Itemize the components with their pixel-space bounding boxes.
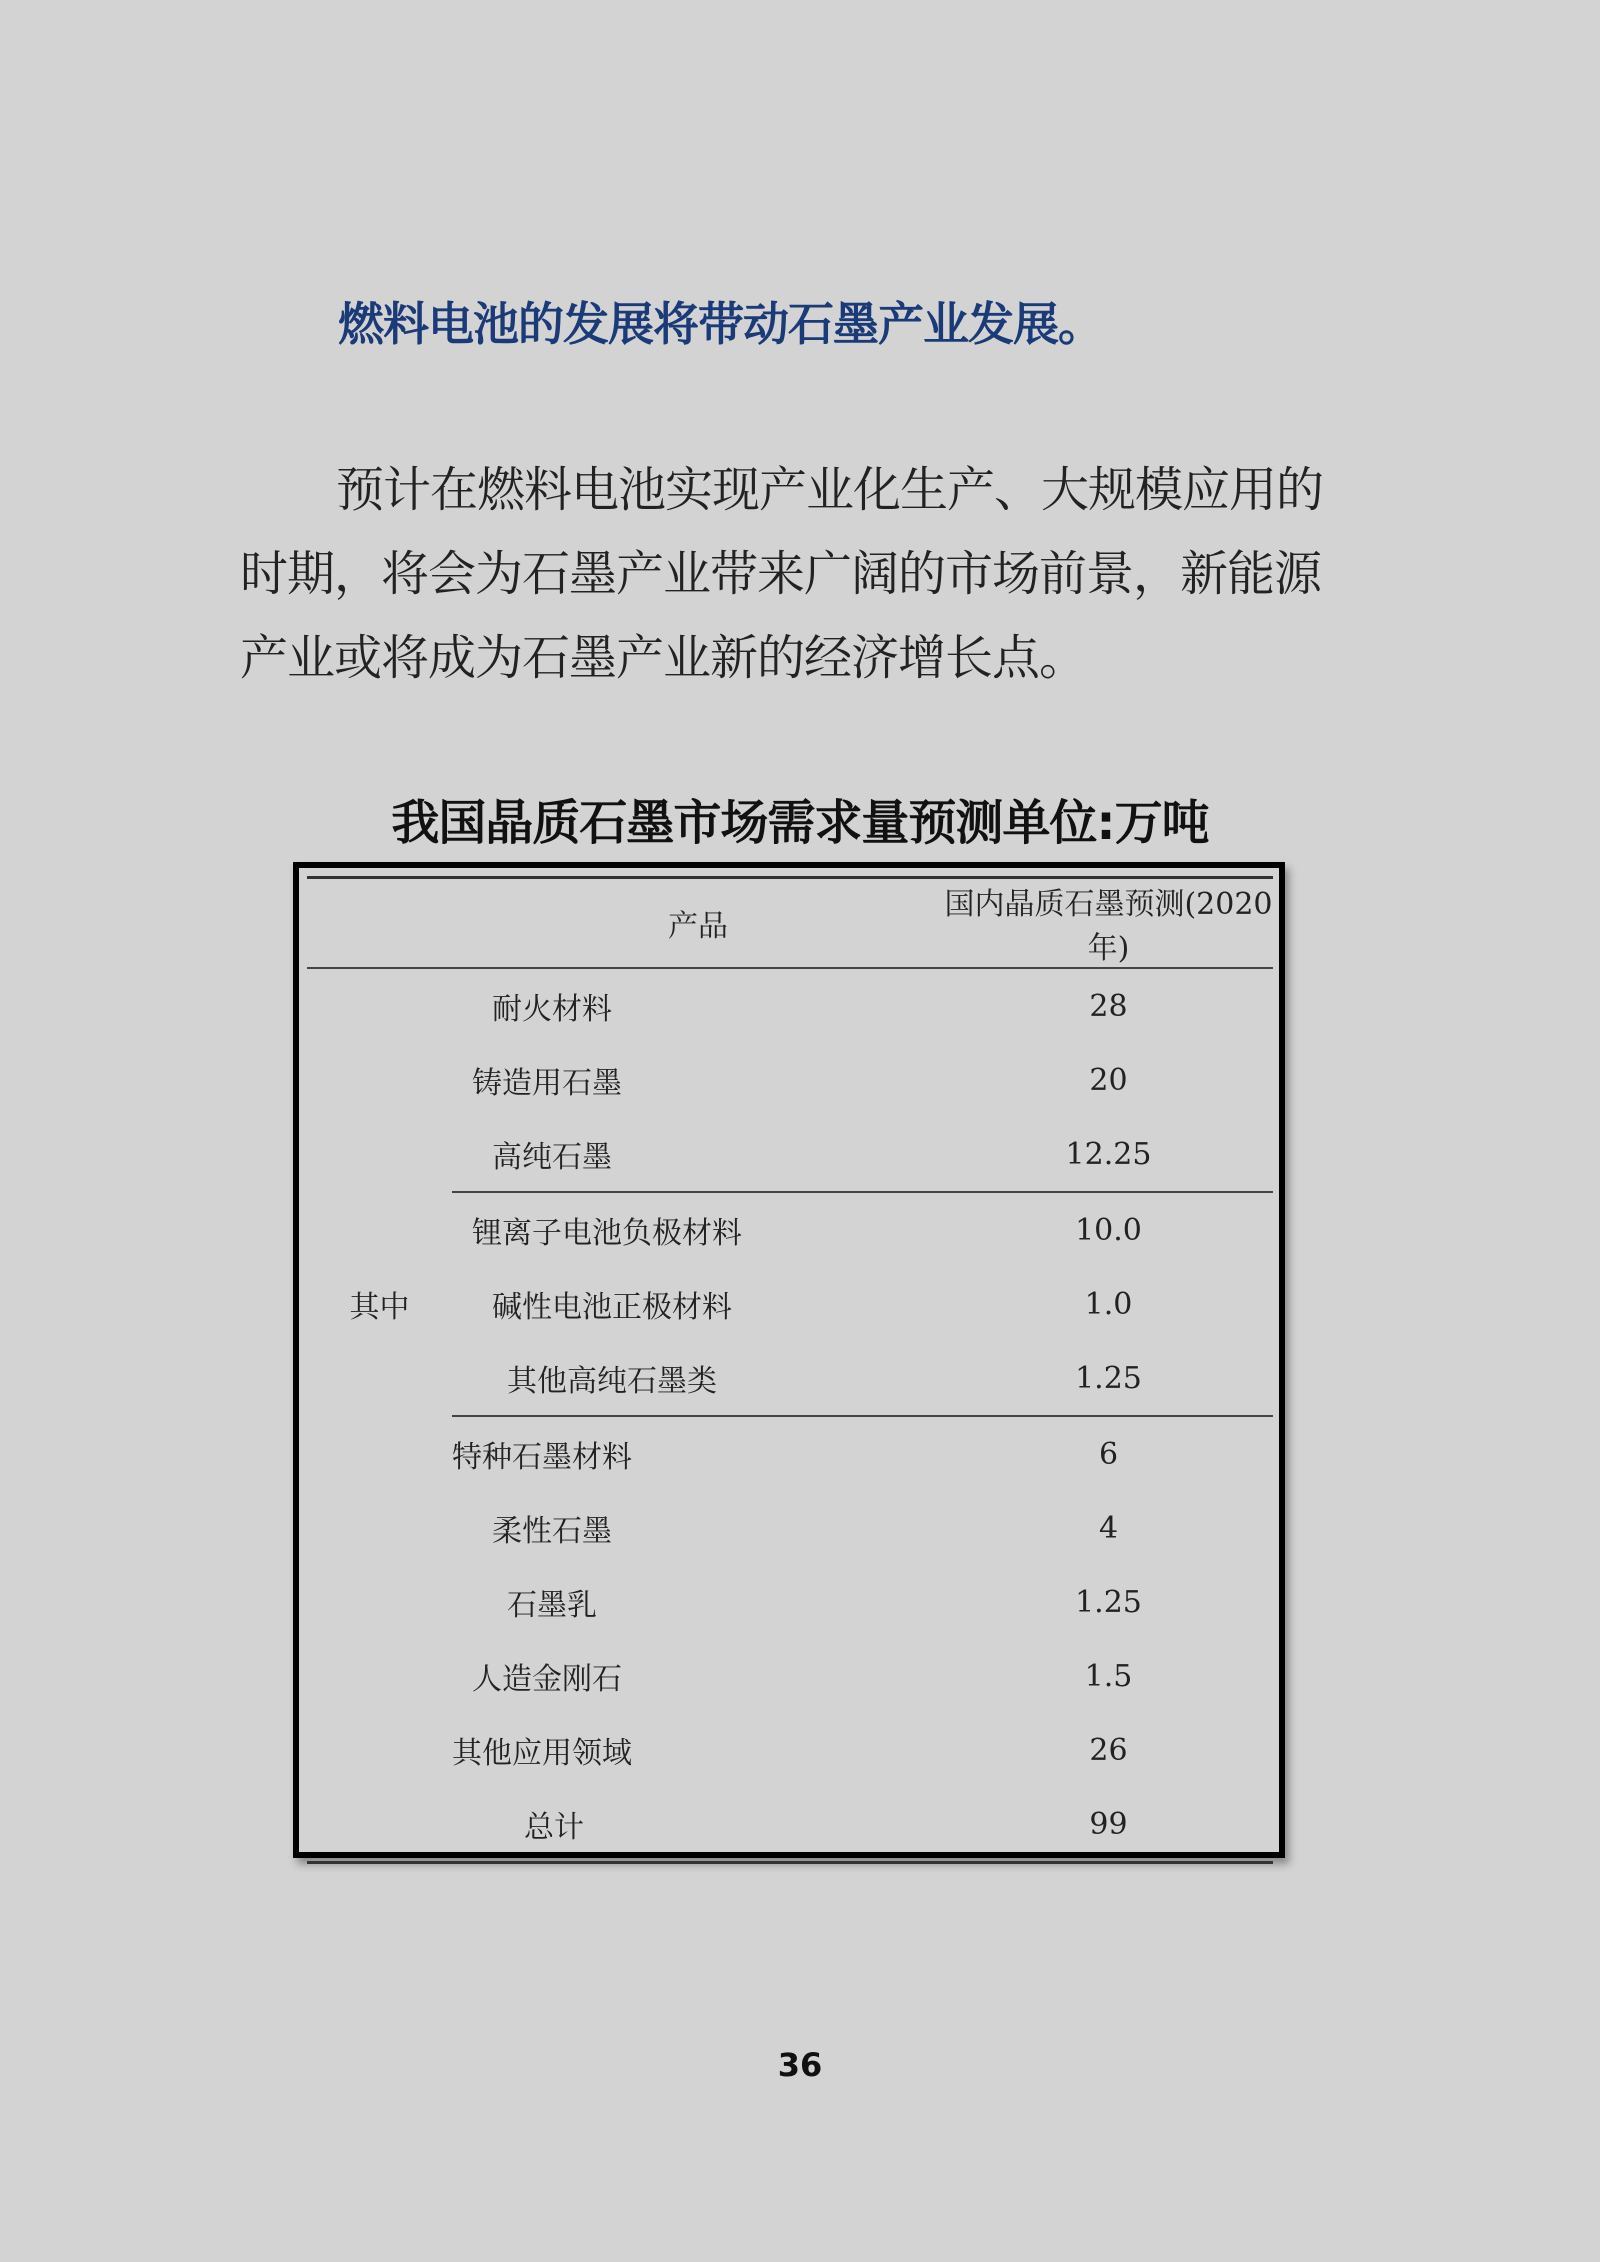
- row-value: 1.0: [1084, 1286, 1133, 1322]
- row-value: 1.25: [944, 1341, 1273, 1416]
- table-row: [307, 1117, 1273, 1192]
- row-product: 石墨乳: [507, 1588, 597, 1623]
- row-value: 99: [944, 1787, 1273, 1863]
- graphite-demand-table: [307, 876, 1273, 1864]
- table-row: [307, 1639, 1273, 1713]
- row-value: 6: [1098, 1436, 1119, 1472]
- table-title: 我国晶质石墨市场需求量预测单位:万吨: [391, 795, 1209, 851]
- table-row: [307, 1192, 1273, 1267]
- row-product: 人造金刚石: [472, 1662, 622, 1697]
- table-row: [307, 1267, 1273, 1341]
- table-row: [307, 1416, 1273, 1491]
- row-value: 12.25: [944, 1117, 1273, 1192]
- table-row: [307, 1565, 1273, 1639]
- row-value: 28: [1089, 988, 1128, 1024]
- table-row: [307, 1713, 1273, 1787]
- row-value: 20: [1089, 1062, 1128, 1098]
- row-product: 其他应用领域: [452, 1736, 632, 1771]
- table-row: [307, 1341, 1273, 1416]
- row-product: 碱性电池正极材料: [492, 1290, 732, 1325]
- table-row: [307, 1043, 1273, 1117]
- row-product: 锂离子电池负极材料: [472, 1216, 742, 1251]
- page-number: 36: [777, 2046, 823, 2084]
- row-product: 高纯石墨: [452, 1117, 944, 1192]
- row-product: 耐火材料: [492, 992, 612, 1027]
- row-product: 其他高纯石墨类: [452, 1341, 944, 1416]
- row-value: 1.25: [1075, 1584, 1142, 1620]
- table-frame: [293, 862, 1285, 1858]
- row-product: 总计: [452, 1787, 944, 1863]
- section-heading: 燃料电池的发展将带动石墨产业发展。: [338, 297, 1103, 351]
- table-header-row: [307, 878, 1273, 969]
- header-group-cell: [307, 878, 452, 969]
- header-product: 产品: [668, 909, 728, 944]
- row-product: 铸造用石墨: [472, 1066, 622, 1101]
- header-value: 国内晶质石墨预测(2020 年): [944, 887, 1273, 966]
- row-value: 26: [1089, 1732, 1128, 1768]
- row-value: 10.0: [1075, 1212, 1142, 1248]
- row-product: 特种石墨材料: [452, 1440, 632, 1475]
- row-value: 4: [1098, 1510, 1119, 1546]
- row-value: 1.5: [1084, 1658, 1133, 1694]
- table-row-total: [307, 1787, 1273, 1863]
- table-row: [307, 1491, 1273, 1565]
- group-label: 其中: [349, 1290, 410, 1325]
- body-paragraph: 预计在燃料电池实现产业化生产、大规模应用的时期，将会为石墨产业带来广阔的市场前景，新能源产业或将成为石墨产业新的经济增长点。: [240, 462, 1324, 686]
- row-product: 柔性石墨: [492, 1514, 612, 1549]
- table-row: [307, 968, 1273, 1043]
